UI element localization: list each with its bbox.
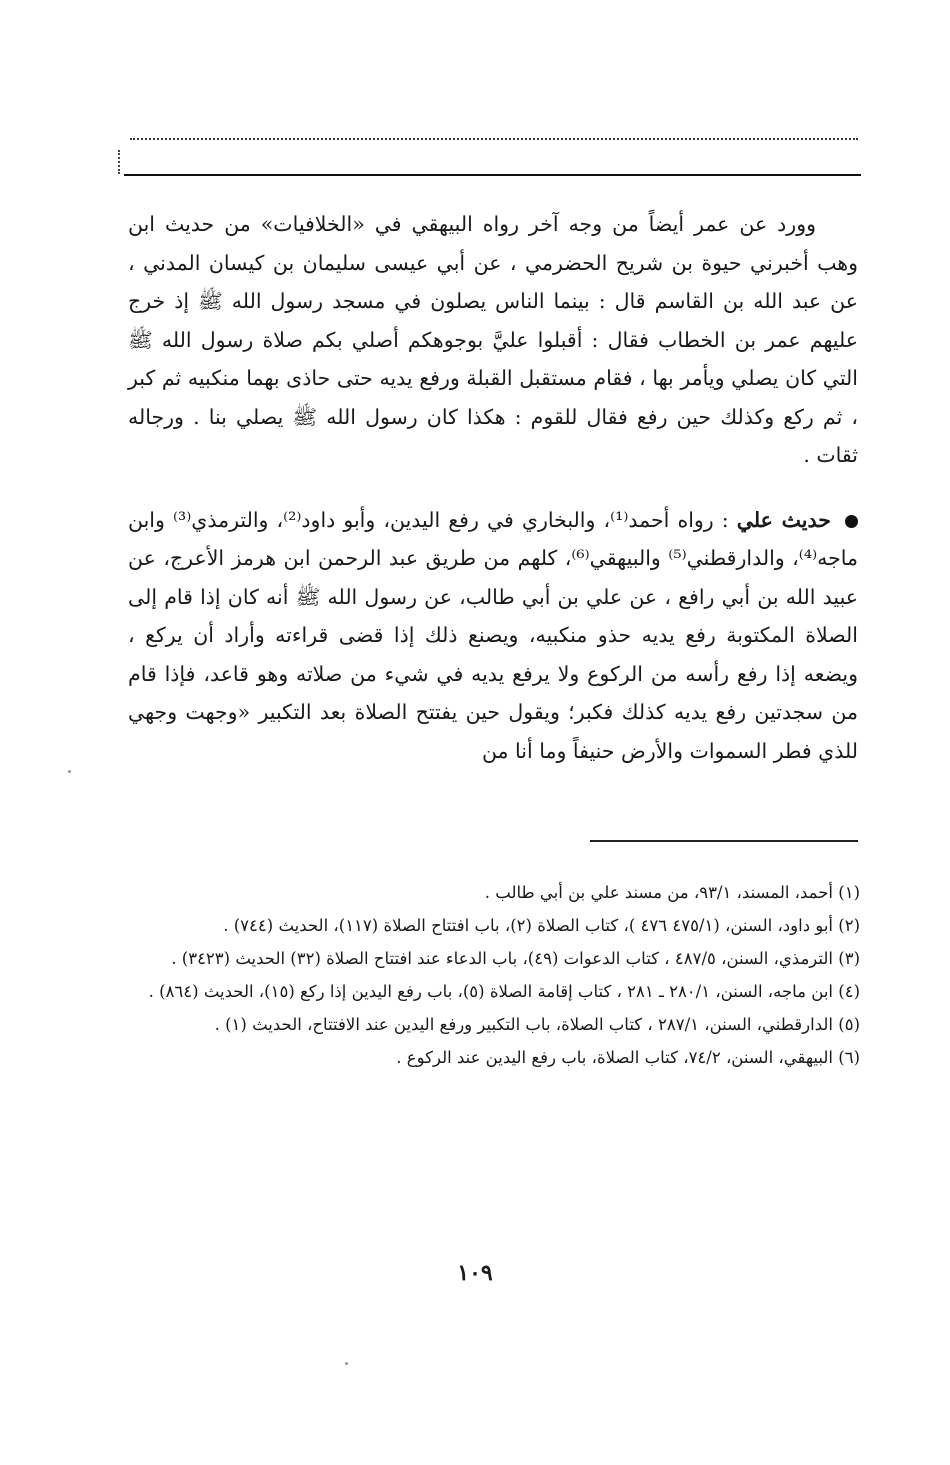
footnote-separator [590,840,858,842]
paragraph-1: وورد عن عمر أيضاً من وجه آخر رواه البيهقي في «الخلافيات» من حديث ابن وهب أخبرني حيوة بن شريح الحضرمي ، عن أبي عيسى سليمان بن كيسان المدني ، عن عبد الله بن القاسم قال : بينما الناس يصلون في مسجد رسول الله ﷺ إذ خرج عليهم عمر بن الخطاب فقال : أقبلوا عليَّ بوجوهكم أصلي بكم صلاة رسول الله ﷺ التي كان يصلي ويأمر بها ، فقام مستقبل القبلة ورفع يديه حتى حاذى بهما منكبيه ثم كبر ، ثم ركع وكذلك حين رفع فقال للقوم : هكذا كان رسول الله ﷺ يصلي بنا . ورجاله ثقات . [128,212,858,467]
paragraph-2-heading: حديث علي [736,507,831,532]
header-margin-dots [118,150,124,174]
main-text [128,205,858,770]
footnotes [122,876,860,1074]
header-dotted-rule [130,138,858,140]
footnote-3: (٣) الترمذي، السنن، ٤٨٧/٥ ، كتاب الدعوات (٤٩)، باب الدعاء عند افتتاح الصلاة (٣٢) الحديث (٣٤٢٣) . [171,949,860,968]
scan-speck [345,1362,348,1365]
footnote-1: (١) أحمد، المسند، ٩٣/١، من مسند علي بن أبي طالب . [484,883,860,902]
header-rule [124,174,861,176]
paragraph-2 [128,501,858,771]
footnote-4: (٤) ابن ماجه، السنن، ٢٨٠/١ ـ ٢٨١ ، كتاب إقامة الصلاة (٥)، باب رفع اليدين إذا ركع (١٥)، الحديث (٨٦٤) . [148,982,860,1001]
footnote-6: (٦) البيهقي، السنن، ٧٤/٢، كتاب الصلاة، باب رفع اليدين عند الركوع . [396,1048,860,1067]
footnote-2: (٢) أبو داود، السنن، (٤٧٥/١ ٤٧٦ )، كتاب الصلاة (٢)، باب افتتاح الصلاة (١١٧)، الحديث (٧٤٤) . [223,916,860,935]
scan-speck [68,770,71,773]
footnote-5: (٥) الدارقطني، السنن، ٢٨٧/١ ، كتاب الصلاة، باب التكبير ورفع اليدين عند الافتتاح، الحديث (١) . [214,1015,860,1034]
paragraph-2-text: : رواه أحمد⁽¹⁾، والبخاري في رفع اليدين، وأبو داود⁽²⁾، والترمذي⁽³⁾ وابن ماجه⁽⁴⁾، والدارقطني⁽⁵⁾ والبيهقي⁽⁶⁾، كلهم من طريق عبد الرحمن ابن هرمز الأعرج، عن عبيد الله بن أبي رافع ، عن علي بن أبي طالب، عن رسول الله ﷺ أنه كان إذا قام إلى الصلاة المكتوبة رفع يديه حذو منكبيه، ويصنع ذلك إذا قضى قراءته وأراد أن يركع ، ويضعه إذا رفع رأسه من الركوع ولا يرفع يديه في شيء من صلاته وهو قاعد، فإذا قام من سجدتين رفع يديه كذلك فكبر؛ ويقول حين يفتتح الصلاة بعد التكبير «وجهت وجهي للذي فطر السموات والأرض حنيفاً وما أنا من [128,507,858,763]
bullet-icon [845,515,858,528]
page-number: ١٠٩ [457,1260,493,1286]
